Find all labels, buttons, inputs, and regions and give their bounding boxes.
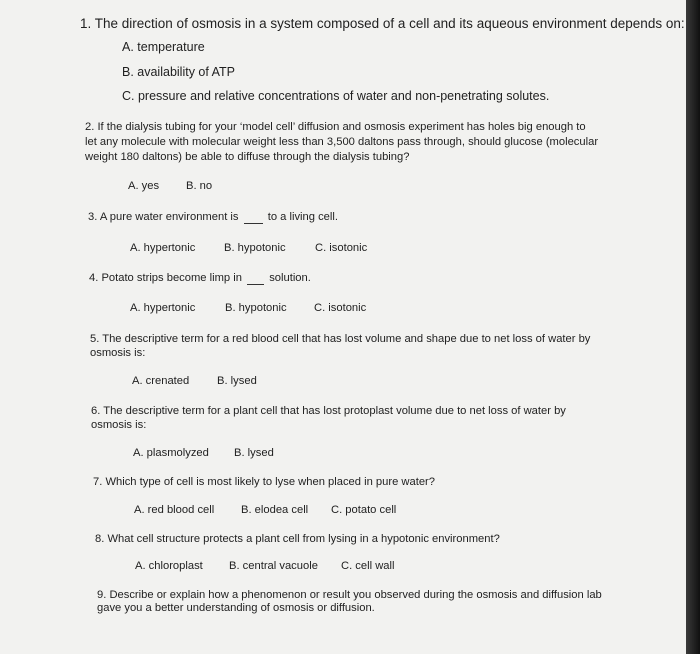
q6-option-b: B. lysed <box>234 447 274 459</box>
q1-option-b: B. availability of ATP <box>122 65 236 79</box>
q6-stem-line2: osmosis is: <box>91 419 147 431</box>
q7-option-c: C. potato cell <box>331 504 397 516</box>
q2-stem-line3: weight 180 daltons) be able to diffuse through the dialysis tubing? <box>85 151 410 163</box>
q2-stem-line2: let any molecule with molecular weight less than 3,500 daltons pass through, should glucose (molecular <box>85 136 599 148</box>
q8-option-b: B. central vacuole <box>229 560 318 572</box>
q6-option-a: A. plasmolyzed <box>133 447 209 459</box>
q9-stem-line2: gave you a better understanding of osmosis or diffusion. <box>97 602 375 614</box>
q4-option-a: A. hypertonic <box>130 302 196 314</box>
q3-option-a: A. hypertonic <box>130 242 196 254</box>
q1-option-c: C. pressure and relative concentrations of water and non-penetrating solutes. <box>122 89 550 103</box>
q8-stem: 8. What cell structure protects a plant cell from lysing in a hypotonic environment? <box>95 533 500 545</box>
q8-option-c: C. cell wall <box>341 560 395 572</box>
q4-option-c: C. isotonic <box>314 302 367 314</box>
q7-option-b: B. elodea cell <box>241 504 309 516</box>
q5-stem-line2: osmosis is: <box>90 347 146 359</box>
q3-option-c: C. isotonic <box>315 242 368 254</box>
q4-answer-blank <box>247 273 264 285</box>
q7-stem: 7. Which type of cell is most likely to lyse when placed in pure water? <box>93 476 435 488</box>
q4-option-b: B. hypotonic <box>225 302 287 314</box>
q3-option-b: B. hypotonic <box>224 242 286 254</box>
q7-option-a: A. red blood cell <box>134 504 215 516</box>
q1-stem: 1. The direction of osmosis in a system composed of a cell and its aqueous environment depends on: <box>80 16 685 31</box>
q9-stem-line1: 9. Describe or explain how a phenomenon or result you observed during the osmosis and diffusion lab <box>97 589 602 601</box>
q4-stem-end: solution. <box>269 272 311 284</box>
q4-stem-start: 4. Potato strips become limp in <box>89 272 242 284</box>
q3-answer-blank <box>244 212 263 224</box>
q3-stem <box>88 212 338 224</box>
q3-stem-start: 3. A pure water environment is <box>88 211 239 223</box>
q2-option-a: A. yes <box>128 180 160 192</box>
q3-stem-end: to a living cell. <box>267 211 338 223</box>
q4-stem <box>89 273 311 285</box>
q6-stem-line1: 6. The descriptive term for a plant cell that has lost protoplast volume due to net loss of water by <box>91 405 566 417</box>
q5-option-a: A. crenated <box>132 375 190 387</box>
q1-option-a: A. temperature <box>122 40 205 54</box>
q8-option-a: A. chloroplast <box>135 560 203 572</box>
q5-option-b: B. lysed <box>217 375 257 387</box>
q5-stem-line1: 5. The descriptive term for a red blood cell that has lost volume and shape due to net loss of water by <box>90 333 591 345</box>
dark-edge-strip <box>686 0 700 654</box>
q2-option-b: B. no <box>186 180 213 192</box>
q2-stem-line1: 2. If the dialysis tubing for your ‘model cell’ diffusion and osmosis experiment has holes big enough to <box>85 121 586 133</box>
